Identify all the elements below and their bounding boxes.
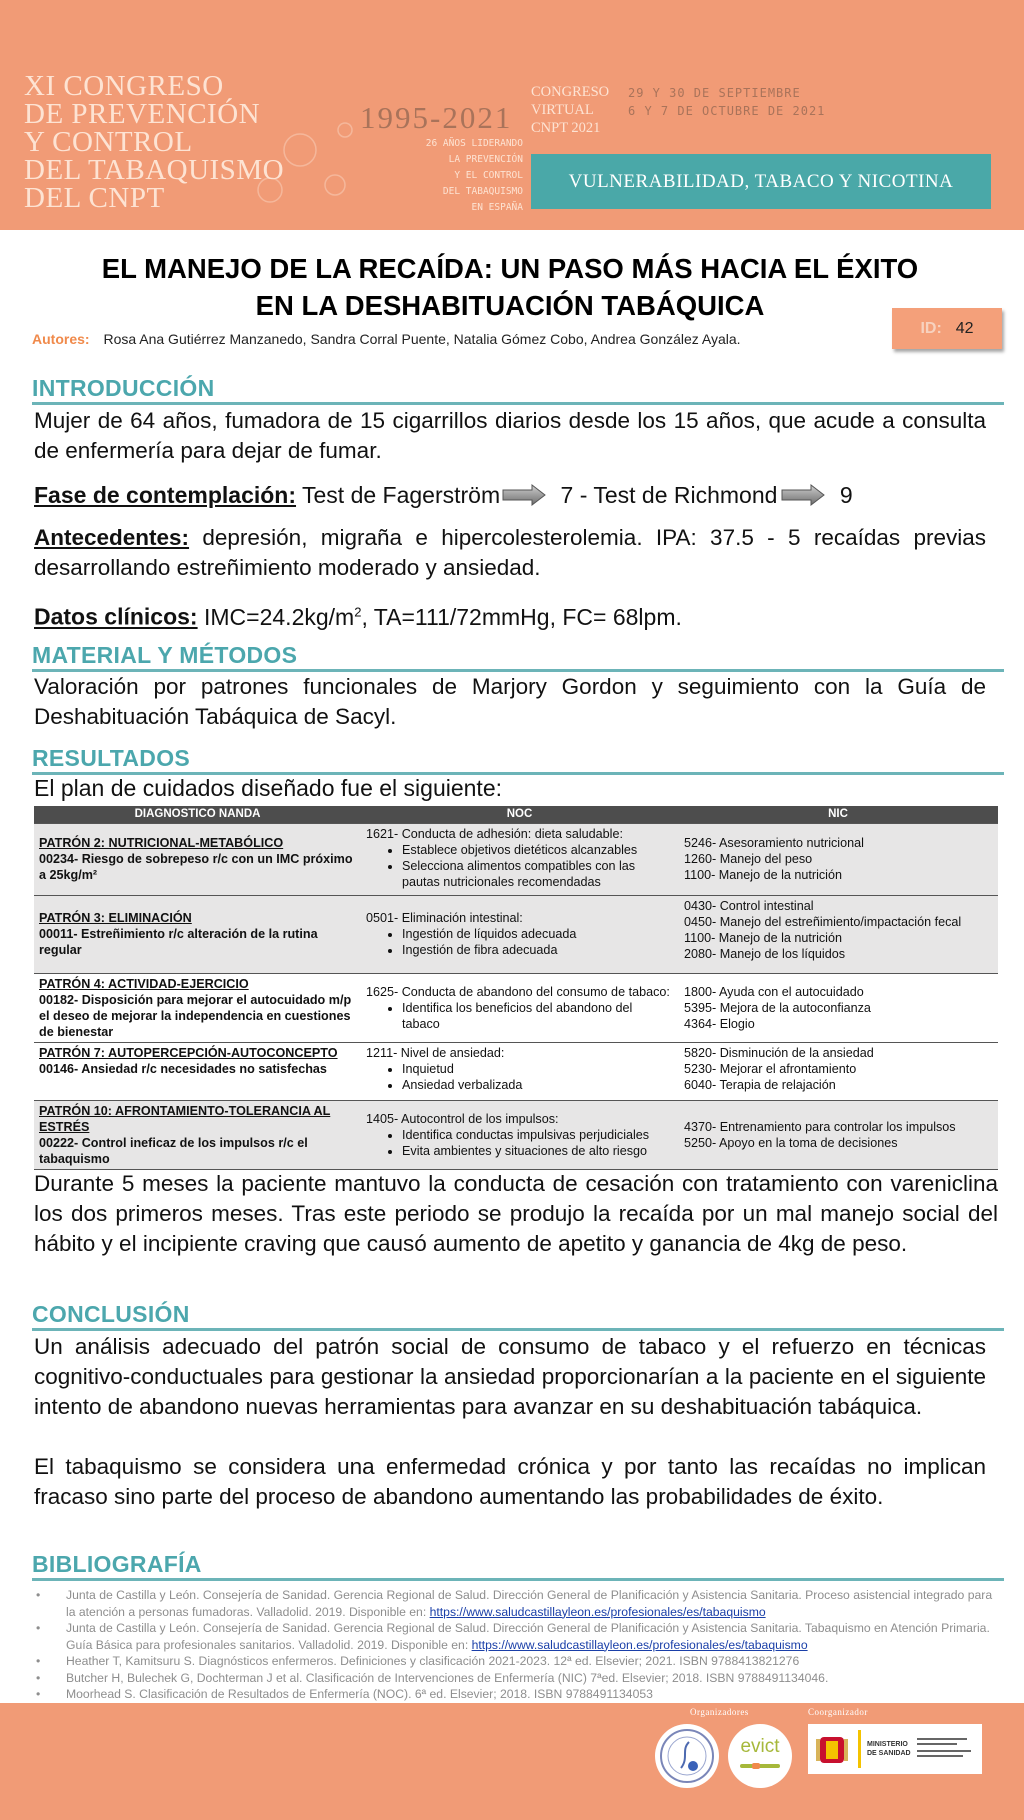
col-header-nic: NIC: [678, 806, 998, 823]
date-line: 29 Y 30 DE SEPTIEMBRE: [628, 86, 801, 100]
nic-item: 5230- Mejorar el afrontamiento: [684, 1061, 857, 1076]
list-item: • Selecciona alimentos compatibles con las pautas nutricionales recomendadas: [402, 858, 673, 890]
noc-main: 1625- Conducta de abandono del consumo de tabaco:: [366, 984, 670, 999]
authors-label: Autores:: [32, 331, 90, 347]
congress-brand: [24, 72, 284, 212]
years-range: 1995-2021: [360, 100, 513, 135]
section-heading-conclusion: CONCLUSIÓN: [32, 1300, 1004, 1331]
datos-label: Datos clínicos:: [34, 603, 198, 630]
conclusion-paragraph-2: El tabaquismo se considera una enfermedad crónica y por tanto las recaídas no implican fracaso sino parte del proceso de abandono aumentando las probabilidades de éxito.: [34, 1454, 986, 1509]
noc-cell: [361, 1042, 678, 1100]
ministerio-name: MINISTERIO DE SANIDAD: [867, 1741, 911, 1757]
divider: [858, 1730, 861, 1768]
brand-line: DEL TABAQUISMO: [24, 154, 285, 186]
table-row: [34, 1100, 998, 1169]
list-item: [32, 1686, 1000, 1703]
list-item: • Establece objetivos dietéticos alcanzables: [402, 842, 673, 858]
table-header-row: [34, 806, 998, 823]
nic-cell: [678, 823, 998, 895]
cnpt-seal-icon: [659, 1728, 715, 1784]
nic-cell: [678, 895, 998, 973]
virtual-line: CNPT 2021: [531, 120, 601, 136]
resultados-paragraph: Durante 5 meses la paciente mantuvo la conducta de cesación con tratamiento con vareniclina los dos primeros meses. Tras este periodo se produjo la recaída por un mal manejo social del hábito y el incipiente craving que causó aumento de apetito y ganancia de 4kg de peso.: [34, 1171, 998, 1256]
nic-item: 1260- Manejo del peso: [684, 852, 813, 866]
list-item: • Evita ambientes y situaciones de alto riesgo: [402, 1143, 673, 1159]
diagnosis: 00011- Estreñimiento r/c alteración de la rutina regular: [39, 927, 318, 957]
list-item: • Ingestión de líquidos adecuada: [402, 926, 673, 942]
tagline-line: LA PREVENCIÓN: [448, 154, 523, 165]
antecedentes-text: depresión, migraña e hipercolesterolemia. IPA: 37.5 - 5 recaídas previas desarrollando estreñimiento moderado y ansiedad.: [34, 525, 986, 580]
diagnosis: 00234- Riesgo de sobrepeso r/c con un IMC próximo a 25kg/m²: [39, 852, 353, 882]
datos-text: [204, 604, 682, 630]
authors-names: Rosa Ana Gutiérrez Manzanedo, Sandra Corral Puente, Natalia Gómez Cobo, Andrea González Ayala.: [103, 331, 741, 347]
tagline-line: EN ESPAÑA: [471, 202, 523, 213]
col-header-noc: NOC: [361, 806, 678, 823]
noc-cell: [361, 823, 678, 895]
id-label: ID:: [920, 319, 942, 337]
table-row: [34, 973, 998, 1042]
list-item: [32, 1620, 1000, 1653]
antecedentes-label: Antecedentes:: [34, 525, 190, 550]
metodos-paragraph: Valoración por patrones funcionales de Marjory Gordon y seguimiento con la Guía de Deshabituación Tabáquica de Sacyl.: [34, 674, 986, 729]
noc-main: 1621- Conducta de adhesión: dieta saludable:: [366, 826, 623, 841]
brand-line: DEL CNPT: [24, 182, 165, 214]
noc-cell: [361, 973, 678, 1042]
conference-header: [0, 0, 1024, 230]
reference-link[interactable]: https://www.saludcastillayleon.es/profesionales/es/tabaquismo: [429, 1604, 766, 1619]
datos-vitals: , TA=111/72mmHg, FC= 68lpm.: [361, 603, 682, 630]
diagnosis: 00222- Control ineficaz de los impulsos r/c el tabaquismo: [39, 1135, 308, 1166]
nanda-cell: [34, 1100, 361, 1169]
fase-contemplacion: [34, 480, 994, 510]
spain-coat-of-arms-icon: [812, 1729, 852, 1769]
nic-item: 6040- Terapia de relajación: [684, 1077, 836, 1092]
pattern-title: PATRÓN 3: ELIMINACIÓN: [39, 911, 192, 925]
brand-line: DE PREVENCIÓN: [24, 98, 261, 130]
fase-value2: 9: [839, 482, 853, 508]
section-heading-introduccion: INTRODUCCIÓN: [32, 374, 1004, 405]
datos-imc: IMC=24.2kg/m: [204, 603, 355, 630]
nic-item: 5395- Mejora de la autoconfianza: [684, 1000, 871, 1015]
coorganizador-label: Coorganizador: [808, 1707, 868, 1717]
nic-item: 0450- Manejo del estreñimiento/impactación fecal: [684, 914, 962, 929]
section-heading-resultados: RESULTADOS: [32, 744, 1004, 775]
bibliography-list: [32, 1587, 1000, 1703]
nanda-cell: [34, 973, 361, 1042]
reference-text: Butcher H, Bulechek G, Dochterman J et al. Clasificación de Intervenciones de Enfermería (NIC) 7ªed. Elsevier; 2018. ISBN 9788491134046.: [66, 1670, 829, 1685]
date-line: 6 Y 7 DE OCTUBRE DE 2021: [628, 104, 826, 118]
brand-line: Y CONTROL: [24, 126, 193, 158]
noc-list: [384, 1127, 673, 1159]
pattern-title: PATRÓN 2: NUTRICIONAL-METABÓLICO: [39, 836, 284, 850]
fase-value1: 7 - Test de Richmond: [560, 482, 778, 508]
table-row: [34, 1042, 998, 1100]
conclusion-paragraph-1: Un análisis adecuado del patrón social de consumo de tabaco y el refuerzo en técnicas cognitivo-conductuales para gestionar la ansiedad proporcionarían a la paciente en el siguiente intento de abandono nuevas herramientas para avanzar en su deshabituación tabáquica.: [34, 1334, 986, 1419]
virtual-congress-label: [531, 83, 609, 137]
id-value: 42: [955, 319, 974, 337]
resultados-intro: El plan de cuidados diseñado fue el siguiente:: [34, 775, 503, 801]
noc-list: [384, 842, 673, 890]
noc-main: 0501- Eliminación intestinal:: [366, 911, 523, 925]
cnpt-logo: [655, 1724, 719, 1788]
nic-cell: [678, 973, 998, 1042]
reference-text: Heather T, Kamitsuru S. Diagnósticos enfermeros. Definiciones y clasificación 2021-2023. 12ª ed. Elsevier; 2021. ISBN 9788413821276: [66, 1654, 800, 1668]
nic-item: 5246- Asesoramiento nutricional: [684, 836, 864, 850]
nanda-cell: [34, 1042, 361, 1100]
list-item: • Identifica los beneficios del abandono del tabaco: [402, 1000, 673, 1032]
evict-logo: [728, 1724, 792, 1788]
nanda-cell: [34, 823, 361, 895]
nic-item: 0430- Control intestinal: [684, 898, 814, 913]
list-item: • Inquietud: [402, 1061, 673, 1077]
table-row: [34, 895, 998, 973]
tagline-line: Y EL CONTROL: [454, 170, 523, 181]
noc-list: [384, 926, 673, 958]
care-plan-table: [34, 806, 998, 1170]
col-header-nanda: DIAGNOSTICO NANDA: [34, 806, 361, 823]
reference-text: Junta de Castilla y León. Consejería de Sanidad. Gerencia Regional de Salud. Dirección General de Planificación y Asistencia Sanitaria. Proceso asistencial integrado para la atención a personas fumadoras. Valladolid. 2019. Disponible en:: [66, 1588, 993, 1619]
noc-list: [384, 1000, 673, 1032]
pattern-title: PATRÓN 10: AFRONTAMIENTO-TOLERANCIA AL ESTRÉS: [39, 1103, 331, 1134]
nic-cell: [678, 1100, 998, 1169]
diagnosis: 00182- Disposición para mejorar el autocuidado m/p el deseo de mejorar la independencia en cuestiones de bienestar: [39, 992, 352, 1039]
pattern-title: PATRÓN 7: AUTOPERCEPCIÓN-AUTOCONCEPTO: [39, 1045, 338, 1060]
nic-item: 5820- Disminución de la ansiedad: [684, 1045, 874, 1060]
nic-item: 4370- Entrenamiento para controlar los impulsos: [684, 1119, 956, 1134]
section-heading-metodos: MATERIAL Y MÉTODOS: [32, 641, 1004, 672]
reference-text: Moorhead S. Clasificación de Resultados de Enfermería (NOC). 6ª ed. Elsevier; 2018. ISBN 9788491134053: [66, 1687, 653, 1701]
nic-cell: [678, 1042, 998, 1100]
nic-item: 5250- Apoyo en la toma de decisiones: [684, 1135, 898, 1150]
section-heading-bibliografia: BIBLIOGRAFÍA: [32, 1550, 1004, 1581]
poster-id-badge: [892, 308, 1002, 349]
authors: [32, 331, 741, 347]
list-item: [32, 1653, 1000, 1670]
noc-main: 1405- Autocontrol de los impulsos:: [366, 1111, 559, 1126]
nic-item: 1800- Ayuda con el autocuidado: [684, 984, 864, 999]
nic-item: 4364- Elogio: [684, 1016, 755, 1031]
fase-label: Fase de contemplación:: [34, 482, 297, 508]
title-line: EL MANEJO DE LA RECAÍDA: UN PASO MÁS HACIA EL ÉXITO: [101, 253, 919, 284]
antecedentes: [34, 523, 986, 583]
nanda-cell: [34, 895, 361, 973]
title-line: EN LA DESHABITUACIÓN TABÁQUICA: [255, 290, 765, 321]
nic-item: 1100- Manejo de la nutrición: [684, 868, 842, 882]
evict-mark: [740, 1737, 780, 1775]
list-item: • Ansiedad verbalizada: [402, 1077, 673, 1093]
right-arrow-icon: [502, 484, 546, 506]
evict-wordmark: evict: [740, 1736, 780, 1757]
list-item: [32, 1670, 1000, 1687]
list-item: [32, 1587, 1000, 1620]
noc-main: 1211- Nivel de ansiedad:: [366, 1045, 505, 1060]
reference-link[interactable]: https://www.saludcastillayleon.es/profesionales/es/tabaquismo: [471, 1637, 808, 1652]
list-item: • Ingestión de fibra adecuada: [402, 942, 673, 958]
noc-list: [384, 1061, 673, 1093]
brand-line: XI CONGRESO: [24, 70, 224, 102]
tagline-line: DEL TABAQUISMO: [442, 186, 523, 197]
list-item: • Identifica conductas impulsivas perjudiciales: [402, 1127, 673, 1143]
theme-banner: VULNERABILIDAD, TABACO Y NICOTINA: [531, 154, 991, 209]
noc-cell: [361, 1100, 678, 1169]
poster-title: [30, 250, 990, 324]
congress-dates: [628, 84, 825, 120]
intro-paragraph: Mujer de 64 años, fumadora de 15 cigarrillos diarios desde los 15 años, que acude a consulta de enfermería para dejar de fumar.: [34, 408, 986, 463]
nic-item: 2080- Manejo de los líquidos: [684, 946, 846, 961]
ministerio-sanidad-logo: [808, 1724, 982, 1774]
nic-item: 1100- Manejo de la nutrición: [684, 930, 842, 945]
evict-bar-icon: [740, 1762, 780, 1770]
diagnosis: 00146- Ansiedad r/c necesidades no satisfechas: [39, 1061, 327, 1076]
virtual-line: CONGRESO: [531, 84, 610, 100]
table-row: [34, 823, 998, 895]
virtual-line: VIRTUAL: [531, 102, 594, 118]
organizadores-label: Organizadores: [690, 1707, 749, 1717]
pattern-title: PATRÓN 4: ACTIVIDAD-EJERCICIO: [39, 976, 249, 991]
datos-superscript: 2: [354, 604, 362, 619]
noc-cell: [361, 895, 678, 973]
plan-drogas-text-lines-icon: [917, 1734, 973, 1764]
right-arrow-icon: [781, 484, 825, 506]
fase-test1: Test de Fagerström: [302, 482, 501, 508]
tagline-line: 26 AÑOS LIDERANDO: [425, 138, 523, 149]
datos-clinicos: [34, 597, 994, 632]
tagline: [388, 136, 523, 216]
reference-text: Junta de Castilla y León. Consejería de Sanidad. Gerencia Regional de Salud. Dirección General de Planificación y Asistencia Sanitaria. Tabaquismo en Atención Primaria. Guía Básica para profesionales sanitarios. Valladolid. 2019. Disponible en:: [66, 1621, 990, 1652]
